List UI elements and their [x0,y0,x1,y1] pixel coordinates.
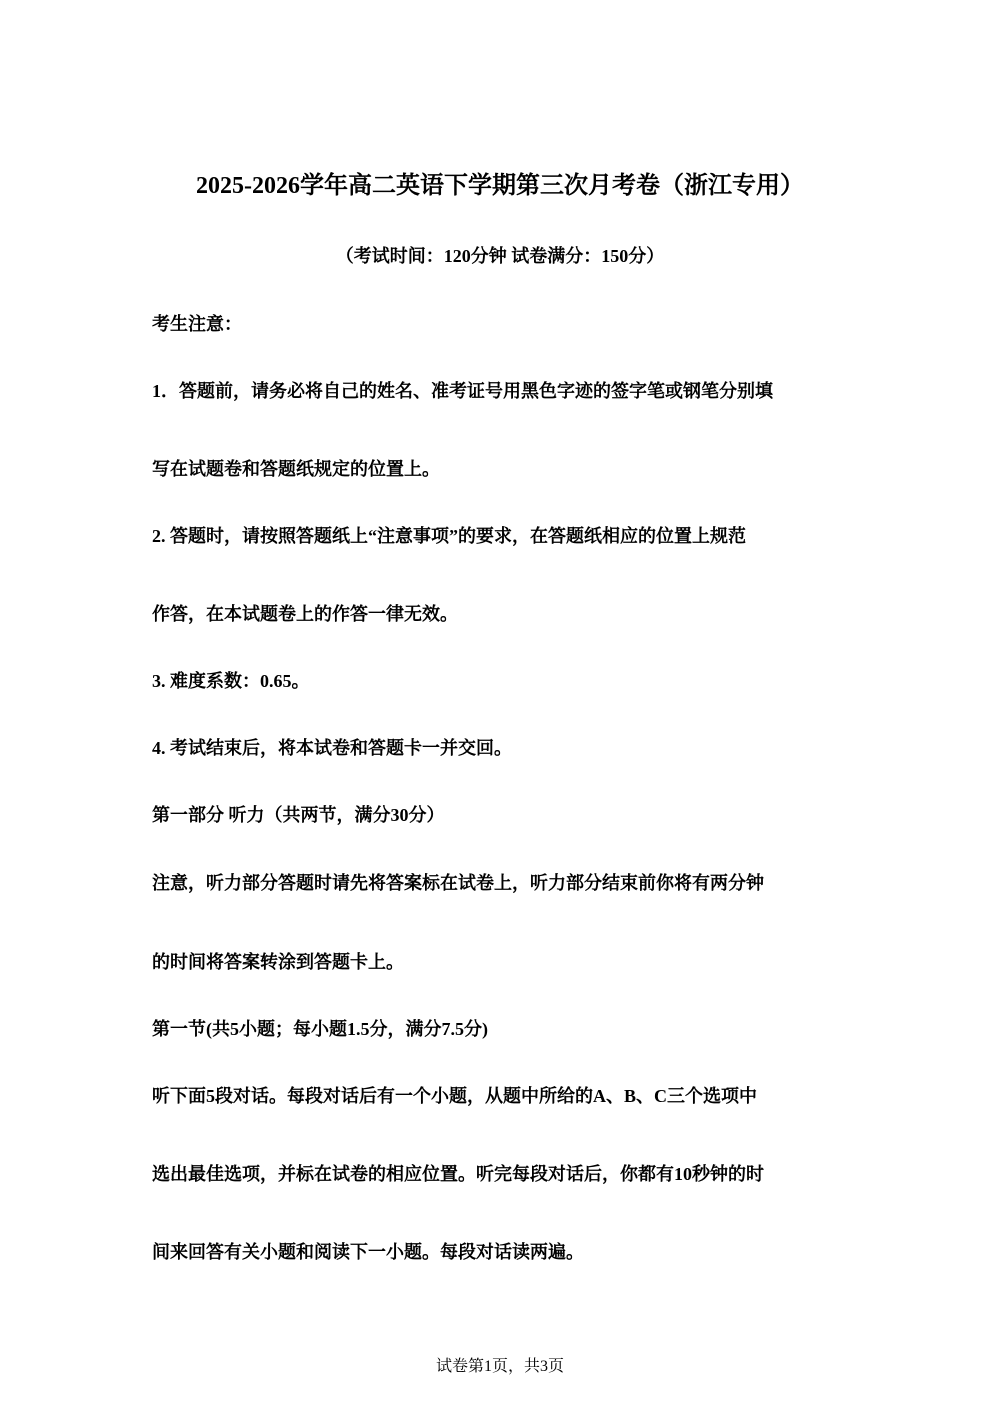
notice-heading: 考生注意： [152,314,242,334]
notice-item-3: 3. 难度系数：0.65。 [152,671,310,691]
exam-time-and-score: （考试时间：120分钟 试卷满分：150分） [335,246,665,266]
notice-item-2-line-1: 2. 答题时，请按照答题纸上“注意事项”的要求，在答题纸相应的位置上规范 [152,526,746,546]
section1-instruction-line-3: 间来回答有关小题和阅读下一小题。每段对话读两遍。 [152,1242,584,1262]
section1-instruction-line-1: 听下面5段对话。每段对话后有一个小题，从题中所给的A、B、C三个选项中 [152,1086,758,1106]
part1-heading: 第一部分 听力（共两节，满分30分） [152,805,445,825]
notice-item-1-line-1: 1．答题前，请务必将自己的姓名、准考证号用黑色字迹的签字笔或钢笔分别填 [152,381,773,401]
part1-note-line-2: 的时间将答案转涂到答题卡上。 [152,952,404,972]
page-footer: 试卷第1页，共3页 [435,1358,564,1375]
section1-heading: 第一节(共5小题；每小题1.5分，满分7.5分) [152,1019,488,1039]
notice-item-1-line-2: 写在试题卷和答题纸规定的位置上。 [152,459,440,479]
notice-item-4: 4. 考试结束后，将本试卷和答题卡一并交回。 [152,738,512,758]
notice-item-2-line-2: 作答，在本试题卷上的作答一律无效。 [152,604,458,624]
part1-note-line-1: 注意，听力部分答题时请先将答案标在试卷上，听力部分结束前你将有两分钟 [152,873,764,893]
section1-instruction-line-2: 选出最佳选项，并标在试卷的相应位置。听完每段对话后，你都有10秒钟的时 [152,1164,764,1184]
exam-title: 2025-2026学年高二英语下学期第三次月考卷（浙江专用） [196,173,804,199]
